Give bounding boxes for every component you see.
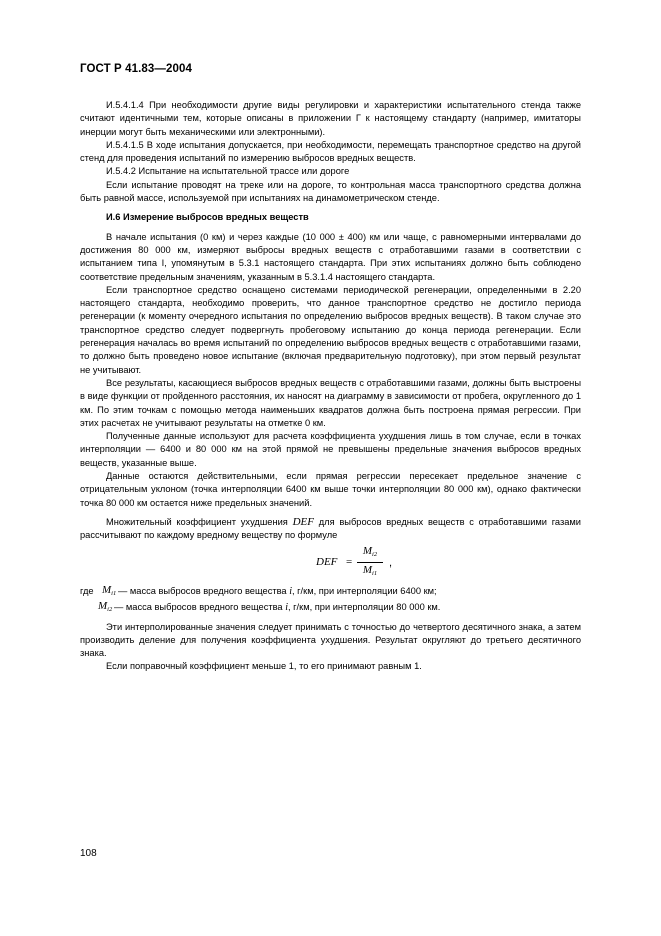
paragraph-road-test: Если испытание проводят на треке или на дороге, то контрольная масса транспортного средства должна быть равной массе, используемой при испытаниях на динамометрическом стенде. [80, 179, 581, 204]
paragraph-def-intro [80, 516, 581, 543]
formula-fraction [357, 545, 383, 581]
document-header: ГОСТ Р 41.83—2004 [80, 63, 192, 75]
document-body [80, 99, 581, 674]
paragraph-interpolation: Полученные данные используют для расчета коэффициента ухудшения лишь в том случае, если в точках интерполяции — 6400 и 80 000 км на этой прямой не превышены предельные значения выбросов вредных веществ, указанные выше. [80, 431, 581, 468]
where-line-2 [80, 601, 581, 615]
denominator-symbol: M [362, 563, 373, 576]
where-symbol-1 [102, 584, 116, 600]
formula-numerator [357, 545, 383, 561]
where-symbol-2 [98, 600, 112, 616]
paragraph-correction: Если поправочный коэффициент меньше 1, то его принимают равным 1. [106, 661, 422, 672]
paragraph-5-4-2-title: И.5.4.2 Испытание на испытательной трассе или дороге [106, 166, 350, 177]
where-text-2-var: i [285, 601, 288, 613]
where-label: где [80, 585, 94, 596]
paragraph-validity: Данные остаются действительными, если прямая регрессии пересекает предельное значение с отрицательным уклоном (точка интерполяции 6400 км выше точки интерполяции 80 000 км), однако фактически точка 80 000 км остается ниже предельных значений. [80, 471, 581, 508]
formula-lhs: DEF [316, 555, 338, 568]
where-text-2 [114, 601, 440, 614]
where-text-1 [118, 585, 437, 598]
def-intro-after: для выбросов вредных веществ с отработавшими газами рассчитывают по каждому вредному веществу по формуле [80, 516, 581, 541]
formula-comma: , [389, 556, 393, 569]
where-symbol-2-sub: i2 [107, 605, 113, 613]
where-symbol-1-sub: i1 [111, 589, 117, 597]
numerator-subscript: i2 [372, 550, 378, 558]
paragraph-regression: Все результаты, касающиеся выбросов вредных веществ с отработавшими газами, должны быть выстроены в виде функции от пройденного расстояния, их наносят на диаграмму в зависимости от пробега, округленного до 1 км. По этим точкам с помощью метода наименьших квадратов должна быть построена прямая регрессии. При этих расчетах не учитывают результаты на отметке 0 км. [80, 377, 581, 428]
section-heading: И.6 Измерение выбросов вредных веществ [106, 212, 309, 223]
formula-equals: = [346, 555, 353, 568]
fraction-bar [357, 562, 383, 563]
paragraph-5-4-1-5: И.5.4.1.5 В ходе испытания допускается, при необходимости, перемещать транспортное средство на другой стенд для проведения испытаний по измерению выбросов вредных веществ. [80, 139, 581, 164]
def-intro-before: Множительный коэффициент ухудшения [106, 516, 288, 527]
where-text-1-before: — масса выбросов вредного вещества [118, 585, 287, 596]
paragraph-regeneration: Если транспортное средство оснащено системами периодической регенерации, определенными в 2.20 настоящего стандарта, необходимо проверить, что данное транспортное средство не достигло периода регенерации (к моменту очередного испытания по определению выбросов вредных веществ). В таком случае это транспортное средство следует подвергнуть пробеговому испытанию до конца периода регенерации. Если регенерация началась во время испытаний по определению выбросов вредных веществ с отработавшими газами, то должно быть проведено новое испытание (включая предварительную подготовку), при этом первый результат не учитывают. [80, 284, 581, 375]
numerator-symbol: M [362, 544, 373, 557]
page-number: 108 [80, 848, 97, 859]
where-text-1-var: i [289, 585, 292, 597]
where-symbol-1-letter: M [102, 583, 112, 596]
where-text-2-after: , г/км, при интерполяции 80 000 км. [287, 601, 441, 612]
def-symbol: DEF [292, 515, 314, 528]
where-line-1 [80, 585, 581, 599]
paragraph-measurement-intervals: В начале испытания (0 км) и через каждые (10 000 ± 400) км или чаще, с равномерными интервалами до достижения 80 000 км, измеряют выбросы вредных веществ с отработавшими газами в соответствии с испытанием типа I, упомянутым в 5.3.1 настоящего стандарта. При этих испытаниях должно быть соблюдено соответствие предельным значениям, указанным в 5.3.1.4 настоящего стандарта. [80, 231, 581, 282]
def-formula [80, 545, 581, 581]
where-text-1-after: , г/км, при интерполяции 6400 км; [291, 585, 437, 596]
where-text-2-before: — масса выбросов вредного вещества [114, 601, 283, 612]
denominator-subscript: i1 [372, 569, 378, 577]
paragraph-5-4-1-4: И.5.4.1.4 При необходимости другие виды регулировки и характеристики испытательного стенда также считают идентичными тем, которые описаны в приложении Г к настоящему стандарту (например, имитаторы инерции могут быть механическими или электронными). [80, 100, 581, 137]
formula-denominator [357, 564, 383, 580]
paragraph-rounding: Эти интерполированные значения следует принимать с точностью до четвертого десятичного знака, а затем производить деление для получения коэффициента ухудшения. Результат округляют до третьего десятичного знака. [80, 621, 581, 659]
where-symbol-2-letter: M [98, 599, 108, 612]
